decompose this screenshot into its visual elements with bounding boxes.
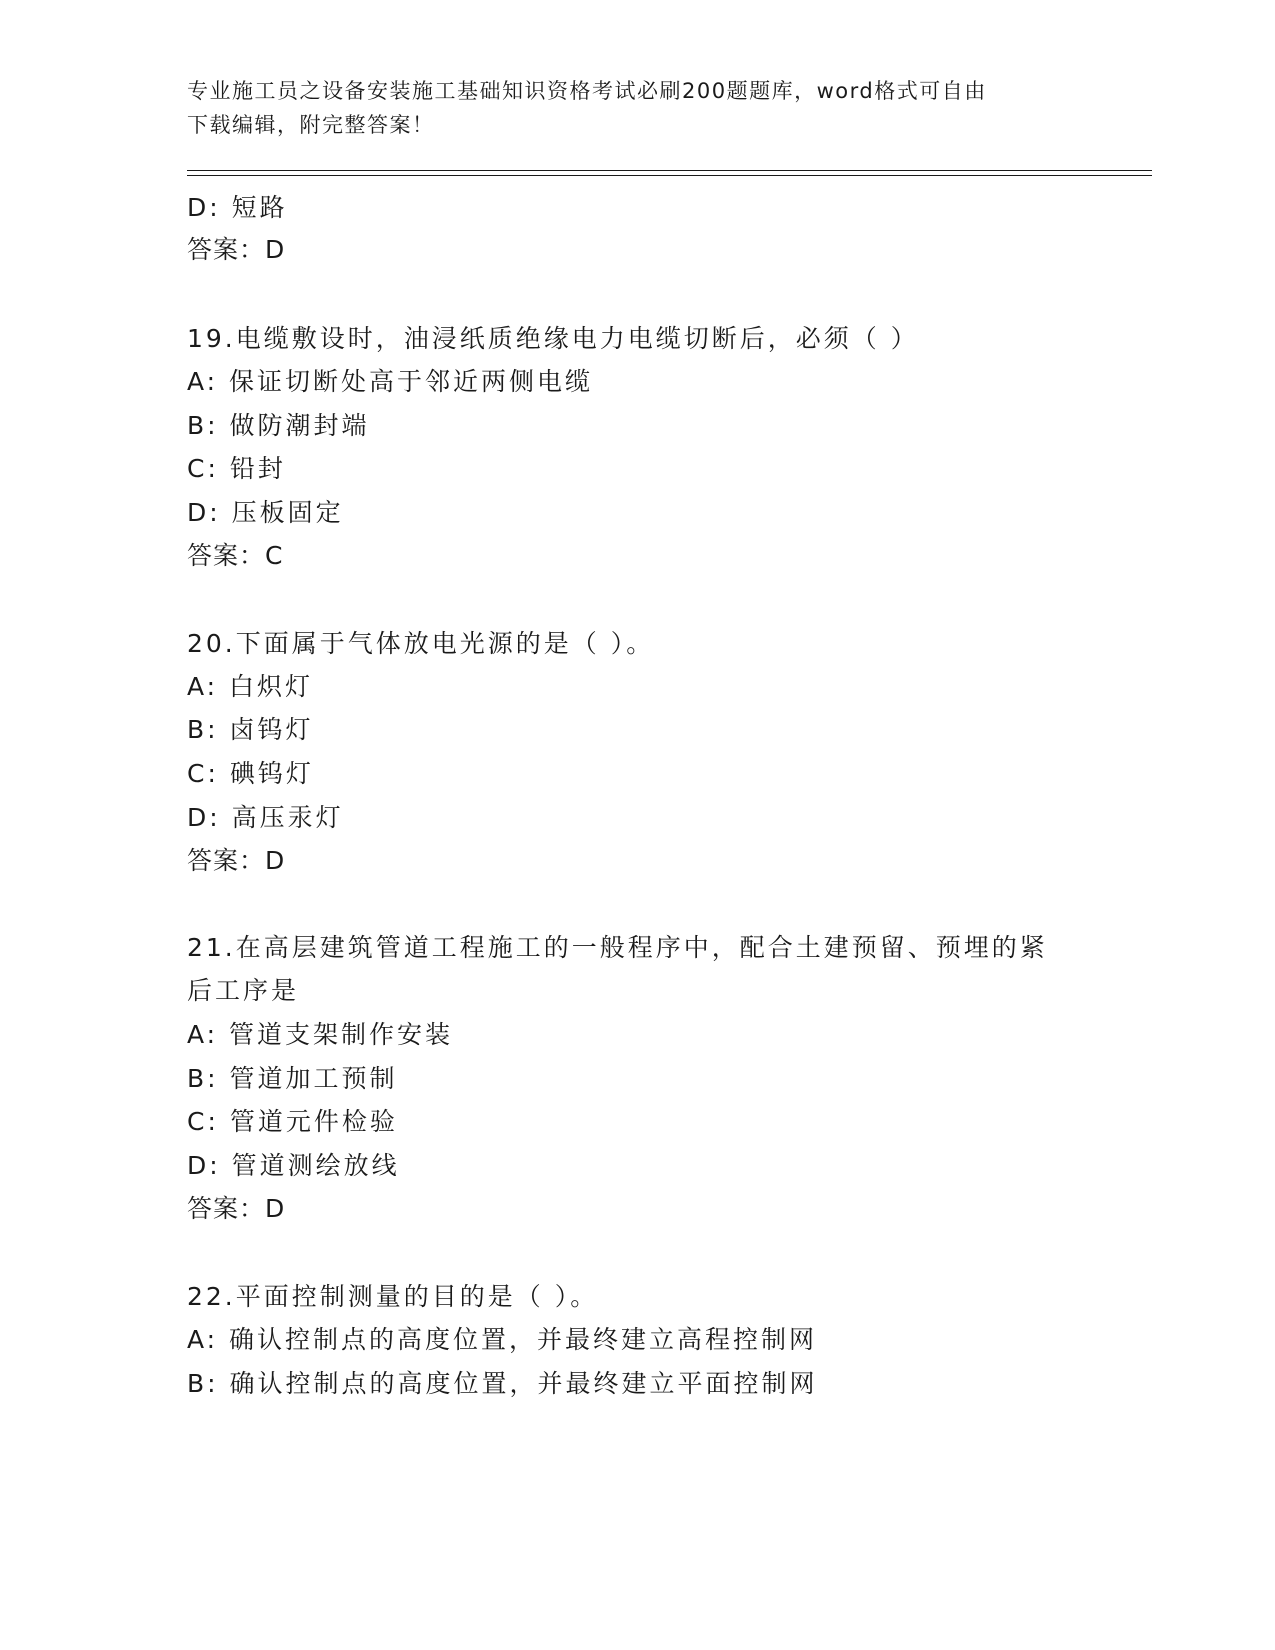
header-divider-top	[187, 170, 1152, 171]
question-21-option-b: B: 管道加工预制	[187, 1064, 398, 1093]
question-20-option-d: D: 高压汞灯	[187, 803, 344, 832]
question-19-option-c: C: 铅封	[187, 454, 286, 483]
question-21-stem-line-1: 21.在高层建筑管道工程施工的一般程序中，配合土建预留、预埋的紧	[187, 933, 1048, 962]
question-21-stem-line-2: 后工序是	[187, 976, 300, 1005]
question-20-option-b: B: 卤钨灯	[187, 715, 314, 744]
question-19-answer: 答案：C	[187, 541, 284, 570]
prev-option-d: D: 短路	[187, 193, 288, 222]
header-divider-bottom	[187, 175, 1152, 176]
question-20-answer: 答案：D	[187, 846, 286, 875]
document-header	[187, 74, 1087, 142]
question-19-option-a: A: 保证切断处高于邻近两侧电缆	[187, 367, 594, 396]
header-line-1: 专业施工员之设备安装施工基础知识资格考试必刷200题题库，word格式可自由	[187, 79, 987, 103]
question-19-option-d: D: 压板固定	[187, 498, 344, 527]
question-21-answer: 答案：D	[187, 1194, 286, 1223]
question-21-option-d: D: 管道测绘放线	[187, 1151, 400, 1180]
question-20-stem: 20.下面属于气体放电光源的是（ ）。	[187, 629, 655, 658]
question-21-option-a: A: 管道支架制作安装	[187, 1020, 454, 1049]
question-22-stem: 22.平面控制测量的目的是（ ）。	[187, 1282, 599, 1311]
question-19-option-b: B: 做防潮封端	[187, 411, 370, 440]
question-19-stem: 19.电缆敷设时，油浸纸质绝缘电力电缆切断后，必须（ ）	[187, 324, 919, 353]
question-22-option-a: A: 确认控制点的高度位置，并最终建立高程控制网	[187, 1325, 818, 1354]
question-22-option-b: B: 确认控制点的高度位置，并最终建立平面控制网	[187, 1369, 818, 1398]
question-21-option-c: C: 管道元件检验	[187, 1107, 398, 1136]
prev-answer: 答案：D	[187, 235, 286, 264]
question-20-option-a: A: 白炽灯	[187, 672, 314, 701]
header-line-2: 下载编辑，附完整答案！	[187, 113, 435, 137]
question-20-option-c: C: 碘钨灯	[187, 759, 314, 788]
